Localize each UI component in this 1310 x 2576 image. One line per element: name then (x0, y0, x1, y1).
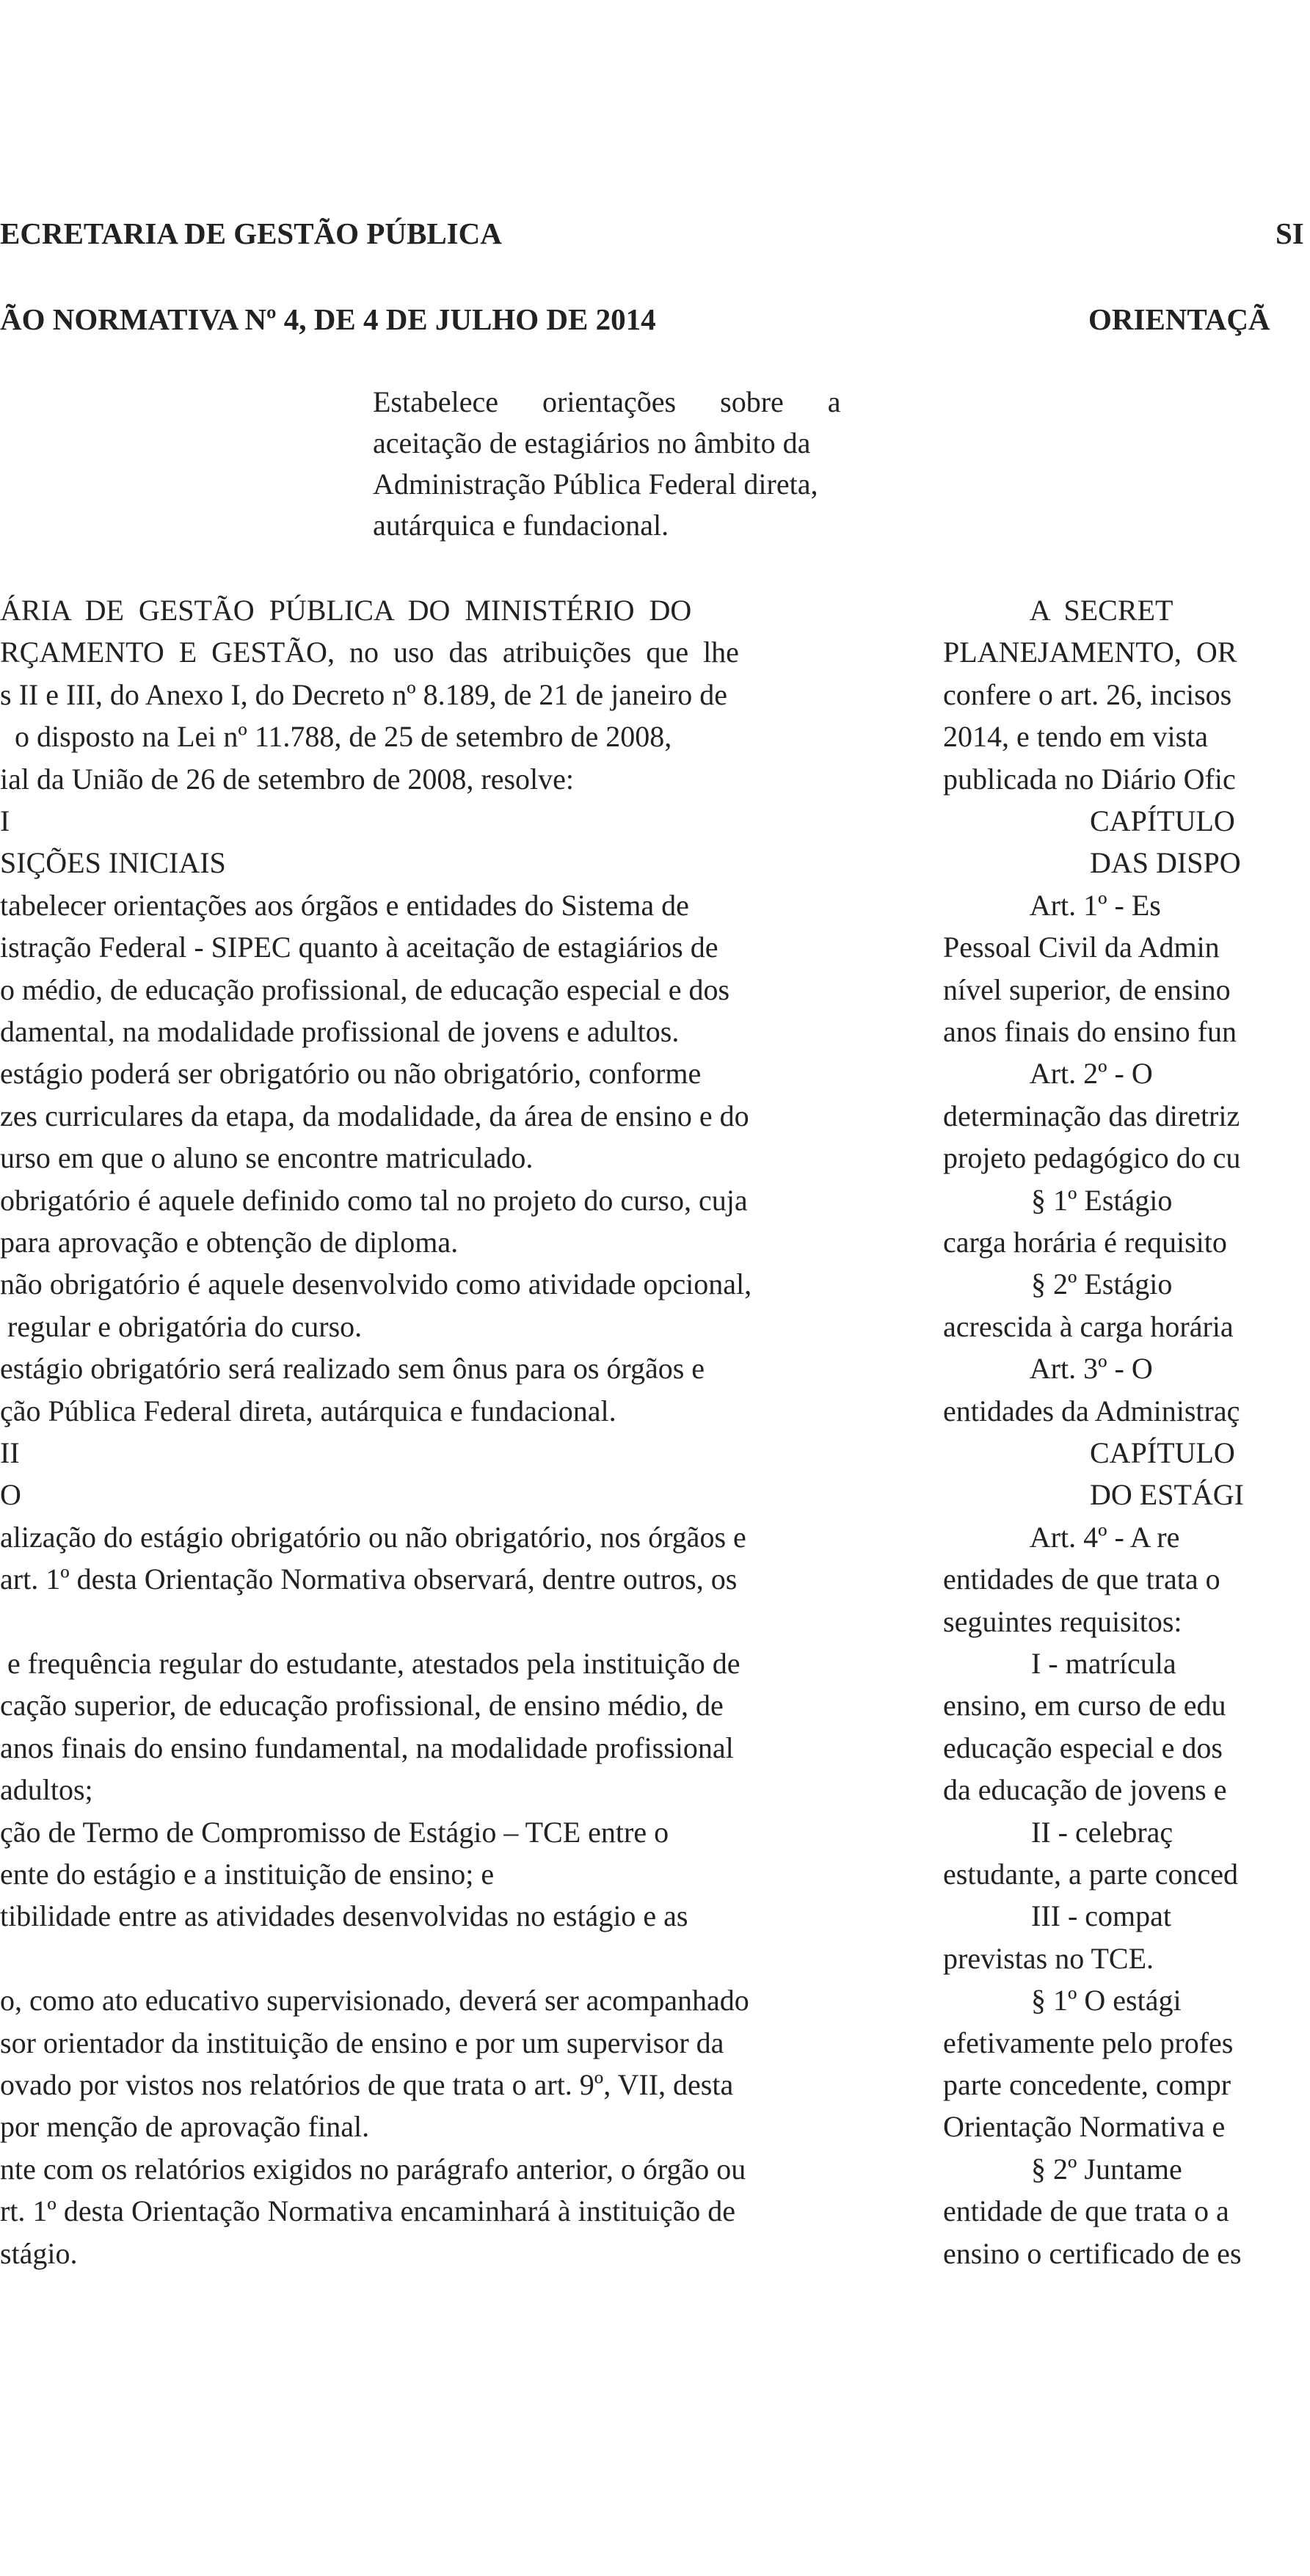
left-text-line: tabelecer orientações aos órgãos e entidades do Sistema de (0, 888, 689, 922)
summary-line: Administração Pública Federal direta, (373, 467, 818, 501)
left-text-line: e frequência regular do estudante, atestados pela instituição de (0, 1647, 740, 1680)
right-text-line: anos finais do ensino fun (943, 1015, 1237, 1048)
right-text-line: II - celebraç (943, 1815, 1173, 1849)
right-text-line: publicada no Diário Ofic (943, 762, 1236, 796)
right-text-line: parte concedente, compr (943, 2068, 1231, 2101)
right-text-line: seguintes requisitos: (943, 1604, 1182, 1638)
left-text-line: ovado por vistos nos relatórios de que trata o art. 9º, VII, desta (0, 2068, 734, 2101)
left-text-line: o disposto na Lei nº 11.788, de 25 de setembro de 2008, (0, 720, 672, 754)
left-text-line: damental, na modalidade profissional de jovens e adultos. (0, 1015, 680, 1048)
left-text-line: zes curriculares da etapa, da modalidade, da área de ensino e do (0, 1099, 749, 1132)
left-org-heading: ECRETARIA DE GESTÃO PÚBLICA (0, 217, 502, 250)
left-text-line: adultos; (0, 1773, 93, 1807)
left-text-line: por menção de aprovação final. (0, 2110, 370, 2144)
right-text-line: § 2º Estágio (943, 1267, 1173, 1301)
left-text-line: nte com os relatórios exigidos no parágrafo anterior, o órgão ou (0, 2152, 746, 2186)
left-text-line: cação superior, de educação profissional, de ensino médio, de (0, 1689, 724, 1722)
right-text-line: III - compat (943, 1899, 1172, 1933)
left-text-line: o, como ato educativo supervisionado, deverá ser acompanhado (0, 1984, 749, 2017)
right-text-line: nível superior, de ensino (943, 972, 1231, 1006)
left-text-line: SIÇÕES INICIAIS (0, 846, 226, 880)
left-text-line: ção Pública Federal direta, autárquica e fundacional. (0, 1394, 616, 1427)
left-text-line: alização do estágio obrigatório ou não obrigatório, nos órgãos e (0, 1520, 746, 1554)
right-text-line: DO ESTÁGI (943, 1478, 1244, 1512)
left-text-line: rt. 1º desta Orientação Normativa encaminhará à instituição de (0, 2194, 735, 2228)
right-text-line: entidades da Administraç (943, 1394, 1240, 1427)
right-text-line: Pessoal Civil da Admin (943, 931, 1220, 964)
right-text-line: estudante, a parte conced (943, 1858, 1239, 1891)
left-text-line: regular e obrigatória do curso. (0, 1309, 363, 1343)
right-text-line: previstas no TCE. (943, 1941, 1154, 1975)
right-text-line: Art. 4º - A re (943, 1520, 1180, 1554)
left-text-line: RÇAMENTO E GESTÃO, no uso das atribuições que lhe (0, 636, 739, 669)
right-text-line: Art. 2º - O (943, 1057, 1153, 1091)
left-text-line: II (0, 1436, 20, 1469)
left-text-line: tibilidade entre as atividades desenvolvidas no estágio e as (0, 1899, 688, 1933)
left-text-line: O (0, 1478, 21, 1512)
left-text-line: ção de Termo de Compromisso de Estágio – TCE entre o (0, 1815, 669, 1849)
left-text-line: ial da União de 26 de setembro de 2008, resolve: (0, 762, 574, 796)
left-text-line: obrigatório é aquele definido como tal no projeto do curso, cuja (0, 1183, 748, 1217)
right-text-line: Art. 3º - O (943, 1352, 1153, 1386)
right-text-line: PLANEJAMENTO, OR (943, 636, 1237, 669)
right-text-line: entidades de que trata o (943, 1562, 1220, 1596)
summary-line: aceitação de estagiários no âmbito da (373, 426, 811, 459)
right-text-line: ensino, em curso de edu (943, 1689, 1226, 1722)
right-text-line: A SECRET (943, 594, 1173, 627)
left-text-line: urso em que o aluno se encontre matriculado. (0, 1141, 534, 1175)
left-text-line: estágio obrigatório será realizado sem ônus para os órgãos e (0, 1352, 705, 1386)
left-text-line: anos finais do ensino fundamental, na modalidade profissional (0, 1731, 734, 1764)
left-text-line: s II e III, do Anexo I, do Decreto nº 8.189, de 21 de janeiro de (0, 677, 727, 711)
right-text-line: ensino o certificado de es (943, 2236, 1242, 2270)
right-text-line: § 1º Estágio (943, 1183, 1173, 1217)
right-text-line: 2014, e tendo em vista (943, 720, 1209, 754)
left-text-line: ÁRIA DE GESTÃO PÚBLICA DO MINISTÉRIO DO (0, 594, 692, 627)
right-text-line: DAS DISPO (943, 846, 1241, 880)
right-text-line: da educação de jovens e (943, 1773, 1227, 1807)
left-text-line: ente do estágio e a instituição de ensino; e (0, 1858, 495, 1891)
right-text-line: § 1º O estági (943, 1984, 1182, 2017)
right-text-line: CAPÍTULO (943, 1436, 1235, 1469)
right-text-line: confere o art. 26, incisos (943, 677, 1232, 711)
right-text-line: I - matrícula (943, 1647, 1176, 1680)
left-text-line: para aprovação e obtenção de diploma. (0, 1226, 459, 1259)
right-text-line: projeto pedagógico do cu (943, 1141, 1241, 1175)
left-text-line: o médio, de educação profissional, de educação especial e dos (0, 972, 730, 1006)
right-text-line: carga horária é requisito (943, 1226, 1227, 1259)
left-text-line: não obrigatório é aquele desenvolvido como atividade opcional, (0, 1267, 752, 1301)
right-text-line: § 2º Juntame (943, 2152, 1182, 2186)
summary-line: Estabelece orientações sobre a (373, 385, 841, 418)
left-text-line: I (0, 804, 10, 837)
right-text-line: CAPÍTULO (943, 804, 1235, 837)
right-text-line: educação especial e dos (943, 1731, 1223, 1764)
right-text-line: Art. 1º - Es (943, 888, 1161, 922)
right-text-line: entidade de que trata o a (943, 2194, 1229, 2228)
summary-line: autárquica e fundacional. (373, 509, 669, 542)
left-text-line: stágio. (0, 2236, 78, 2270)
left-text-line: estágio poderá ser obrigatório ou não obrigatório, conforme (0, 1057, 702, 1091)
left-text-line: sor orientador da instituição de ensino e por um supervisor da (0, 2026, 724, 2059)
left-text-line: istração Federal - SIPEC quanto à aceitação de estagiários de (0, 931, 718, 964)
left-text-line: art. 1º desta Orientação Normativa observará, dentre outros, os (0, 1562, 738, 1596)
right-text-line: acrescida à carga horária (943, 1309, 1234, 1343)
right-text-line: determinação das diretriz (943, 1099, 1240, 1132)
right-text-line: Orientação Normativa e (943, 2110, 1226, 2144)
right-title: ORIENTAÇÃ (1088, 302, 1270, 336)
left-title: ÃO NORMATIVA Nº 4, DE 4 DE JULHO DE 2014 (0, 302, 656, 336)
right-org-heading: SI (1276, 217, 1304, 250)
right-text-line: efetivamente pelo profes (943, 2026, 1234, 2059)
